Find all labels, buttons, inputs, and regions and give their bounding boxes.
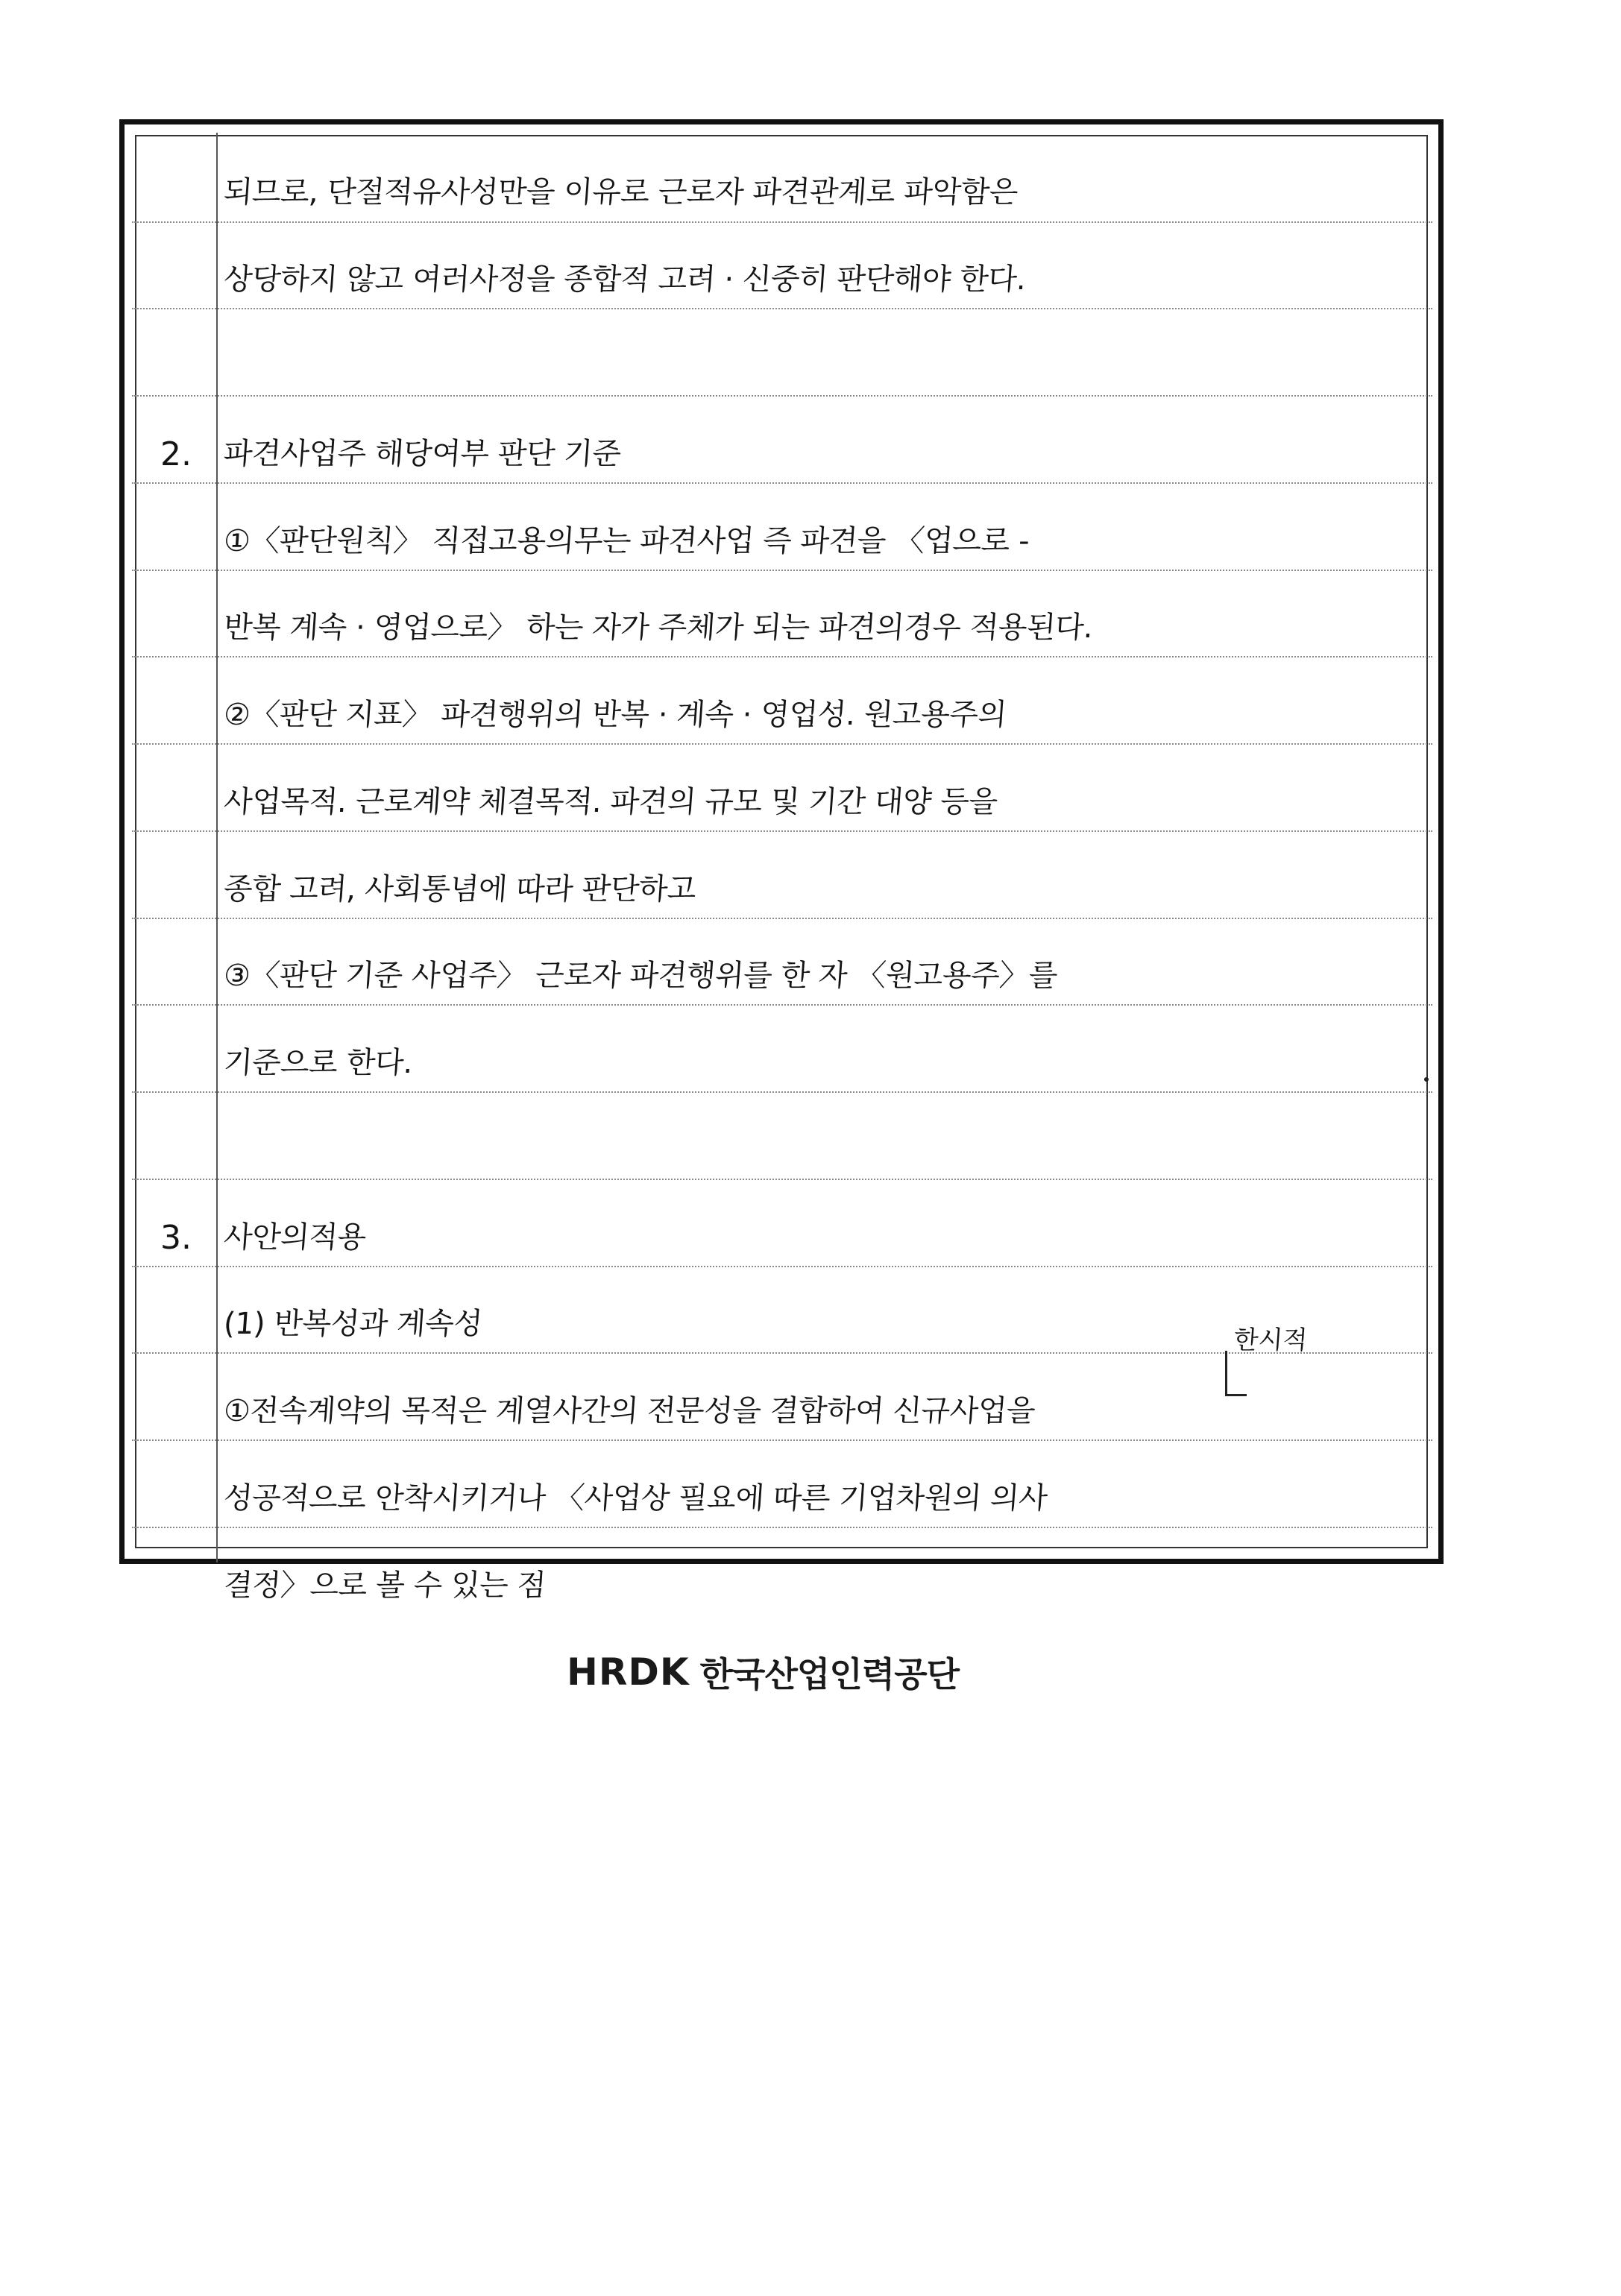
text-line-3: [221, 324, 1435, 411]
insertion-caret: [1225, 1351, 1247, 1396]
text-line-11: 기준으로 한다.: [222, 1046, 414, 1080]
inserted-annotation: 한시적: [1233, 1325, 1309, 1355]
text-line-7: ②〈판단 지표〉 파견행위의 반복 · 계속 · 영업성. 원고용주의: [222, 698, 1008, 732]
ink-dot: [1424, 1077, 1429, 1082]
text-line-6: 반복 계속 · 영업으로〉 하는 자가 주체가 되는 파견의경우 적용된다.: [222, 611, 1095, 645]
text-line-1: 되므로, 단절적유사성만을 이유로 근로자 파견관계로 파악함은: [222, 175, 1019, 209]
margin-line: [216, 133, 218, 1562]
hrdk-logo-text: 한국산업인력공단: [699, 1654, 960, 1694]
text-line-5: ①〈판단원칙〉 직접고용의무는 파견사업 즉 파견을 〈업으로 -: [222, 524, 1030, 558]
section-3-number: 3.: [160, 1219, 192, 1257]
text-line-2: 상당하지 않고 여러사정을 종합적 고려 · 신중히 판단해야 한다.: [222, 262, 1027, 297]
subsection-heading: (1) 반복성과 계속성: [222, 1307, 484, 1341]
text-line-9: 종합 고려, 사회통념에 따라 판단하고: [222, 872, 697, 906]
footer-logo: [567, 1650, 959, 1694]
section-2-number: 2.: [160, 435, 192, 473]
section-2-heading: 파견사업주 해당여부 판단 기준: [222, 437, 623, 471]
hrdk-logo-mark: HRDK: [567, 1650, 690, 1694]
text-line-15: ①전속계약의 목적은 계열사간의 전문성을 결합하여 신규사업을: [222, 1394, 1036, 1428]
text-line-10: ③〈판단 기준 사업주〉 근로자 파견행위를 한 자 〈원고용주〉를: [222, 959, 1059, 993]
section-3-heading: 사안의적용: [222, 1220, 368, 1255]
text-line-16: 성공적으로 안착시키거나 〈사업상 필요에 따른 기업차원의 의사: [222, 1481, 1049, 1516]
text-line-17: 결정〉으로 볼 수 있는 점: [222, 1568, 547, 1603]
text-line-8: 사업목적. 근로계약 체결목적. 파견의 규모 및 기간 대양 등을: [222, 785, 999, 819]
text-line-12: [221, 1107, 1435, 1194]
